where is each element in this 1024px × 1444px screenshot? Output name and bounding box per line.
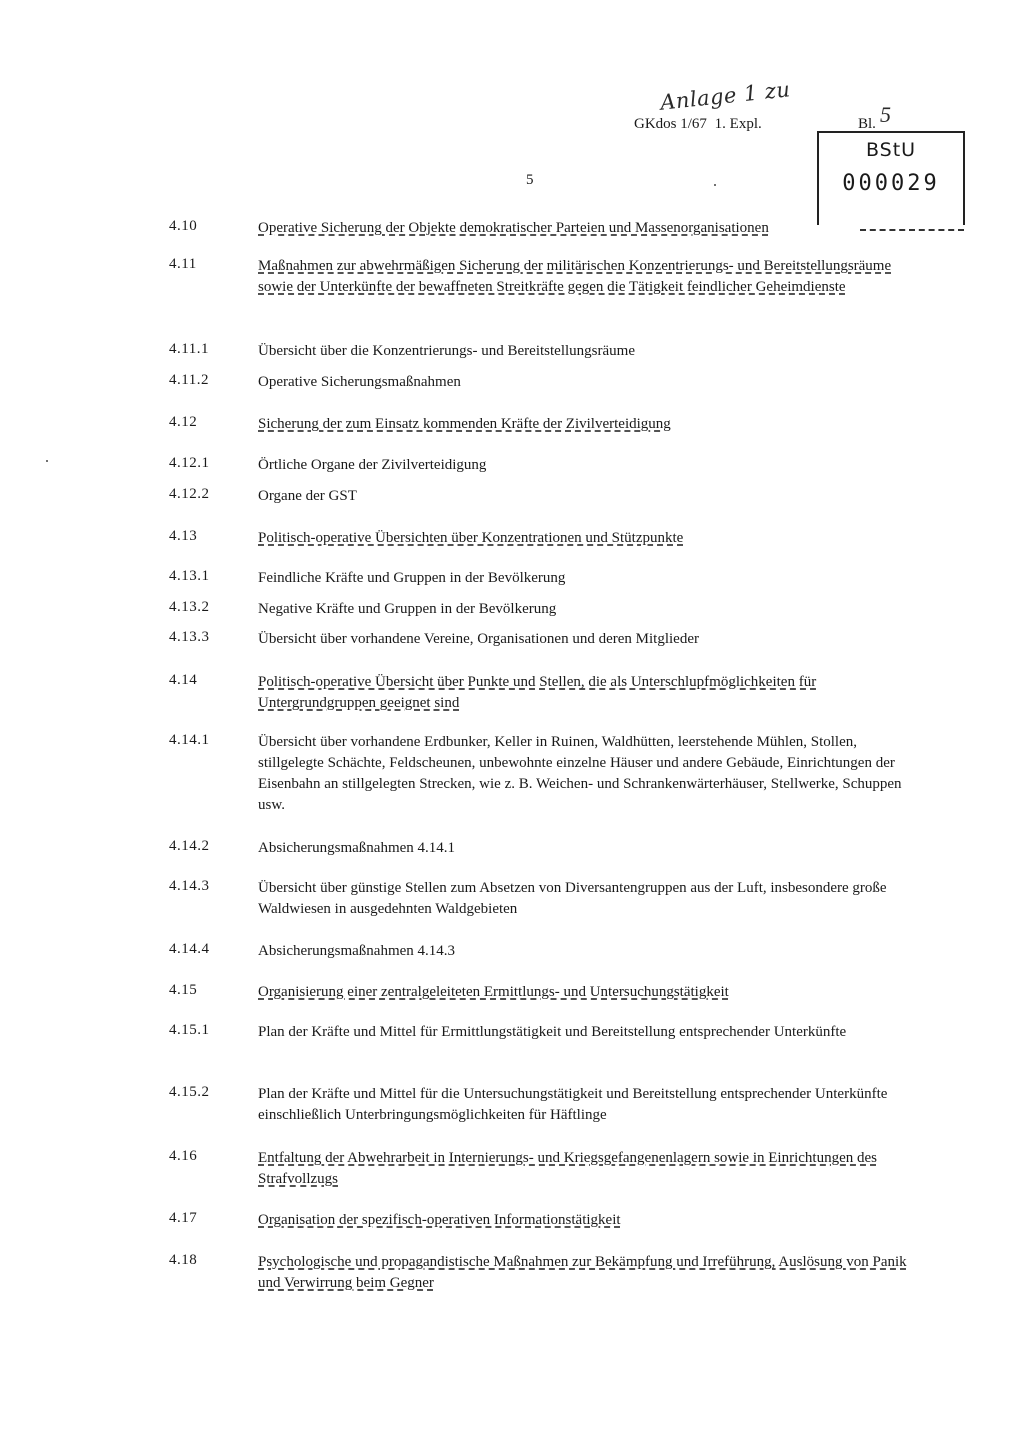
toc-item-text: Negative Kräfte und Gruppen in der Bevölkerung xyxy=(258,601,557,617)
toc-item-number: 4.16 xyxy=(169,1148,198,1164)
toc-item-number: 4.13 xyxy=(169,528,198,544)
stamp-org: BStU xyxy=(865,139,917,161)
reference-code: GKdos 1/67 xyxy=(634,116,707,132)
toc-item-number: 4.12.2 xyxy=(169,486,210,502)
toc-item-number: 4.14.4 xyxy=(169,941,210,957)
page-number: 5 xyxy=(526,172,534,188)
toc-item-text: Örtliche Organe der Zivilverteidigung xyxy=(258,457,487,473)
stray-mark xyxy=(714,184,716,186)
toc-item-text: Feindliche Kräfte und Gruppen in der Bevölkerung xyxy=(258,570,566,586)
sheet-label: Bl. xyxy=(858,116,876,132)
toc-item-number: 4.13.1 xyxy=(169,568,210,584)
toc-heading-text: Politisch-operative Übersicht über Punkte und Stellen, die als Unterschlupfmöglichkeiten für Untergrundgruppen geeignet sind xyxy=(258,674,817,711)
toc-heading-text: Maßnahmen zur abwehrmäßigen Sicherung der militärischen Konzentrierungs- und Bereitstellungsräume sowie der Unterkünfte der bewaffneten Streitkräfte gegen die Tätigkeit feindlicher Geheimdienste xyxy=(258,258,892,295)
toc-item-text: Absicherungsmaßnahmen 4.14.3 xyxy=(258,943,456,959)
document-reference xyxy=(634,116,766,133)
handwritten-annotation: Anlage 1 zu xyxy=(659,77,792,115)
toc-item-number: 4.15.2 xyxy=(169,1084,210,1100)
toc-item-number: 4.12.1 xyxy=(169,455,210,471)
toc-item-text: Übersicht über vorhandene Erdbunker, Keller in Ruinen, Waldhütten, leerstehende Mühlen, Stollen, stillgelegte Schächte, Feldscheunen, unbewohnte einzelne Häuser und andere Gebäude, Einrichtungen der Eisenbahn an stillgelegten Strecken, wie z. B. Weichen- und Schrankenwärterhäuser, Stellwerke, Schuppen usw. xyxy=(258,734,902,813)
toc-item-number: 4.11.1 xyxy=(169,341,209,357)
toc-item-text: Operative Sicherungsmaßnahmen xyxy=(258,374,461,390)
toc-heading-text: Sicherung der zum Einsatz kommenden Kräfte der Zivilverteidigung xyxy=(258,416,671,432)
toc-item-text: Übersicht über vorhandene Vereine, Organisationen und deren Mitglieder xyxy=(258,631,699,647)
archive-stamp xyxy=(817,131,965,225)
toc-item-number: 4.13.3 xyxy=(169,629,210,645)
toc-item-number: 4.13.2 xyxy=(169,599,210,615)
toc-heading-text: Politisch-operative Übersichten über Konzentrationen und Stützpunkte xyxy=(258,530,684,546)
toc-item-number: 4.11 xyxy=(169,256,197,272)
sheet-number: 5 xyxy=(880,102,891,127)
copy-number: 1. Expl. xyxy=(714,116,762,132)
toc-item-number: 4.14.3 xyxy=(169,878,210,894)
toc-heading-text: Organisierung einer zentralgeleiteten Ermittlungs- und Untersuchungstätigkeit xyxy=(258,984,729,1000)
toc-heading-text: Psychologische und propagandistische Maßnahmen zur Bekämpfung und Irreführung, Auslösung von Panik und Verwirrung beim Gegner xyxy=(258,1254,907,1291)
toc-item-number: 4.14.2 xyxy=(169,838,210,854)
toc-item-text: Absicherungsmaßnahmen 4.14.1 xyxy=(258,840,456,856)
toc-item-number: 4.11.2 xyxy=(169,372,209,388)
stamp-number: 000029 xyxy=(842,171,940,196)
toc-item-number: 4.14.1 xyxy=(169,732,210,748)
toc-item-number: 4.17 xyxy=(169,1210,198,1226)
toc-item-text: Plan der Kräfte und Mittel für die Untersuchungstätigkeit und Bereitstellung entsprechender Unterkünfte einschließlich Unterbringungsmöglichkeiten für Häftlinge xyxy=(258,1086,888,1123)
toc-item-text: Organe der GST xyxy=(258,488,357,504)
toc-heading-text: Organisation der spezifisch-operativen Informationstätigkeit xyxy=(258,1212,621,1228)
toc-item-number: 4.18 xyxy=(169,1252,198,1268)
toc-item-text: Übersicht über günstige Stellen zum Absetzen von Diversantengruppen aus der Luft, insbesondere große Waldwiesen in ausgedehnten Waldgebieten xyxy=(258,880,887,917)
toc-item-number: 4.15.1 xyxy=(169,1022,210,1038)
toc-heading-text: Operative Sicherung der Objekte demokratischer Parteien und Massenorganisationen xyxy=(258,220,769,236)
toc-item-number: 4.14 xyxy=(169,672,198,688)
toc-item-number: 4.12 xyxy=(169,414,198,430)
toc-item-number: 4.15 xyxy=(169,982,198,998)
toc-heading-text: Entfaltung der Abwehrarbeit in Internierungs- und Kriegsgefangenenlagern sowie in Einrichtungen des Strafvollzugs xyxy=(258,1150,877,1187)
toc-item-text: Plan der Kräfte und Mittel für Ermittlungstätigkeit und Bereitstellung entsprechender Unterkünfte xyxy=(258,1024,847,1040)
toc-item-text: Übersicht über die Konzentrierungs- und Bereitstellungsräume xyxy=(258,343,635,359)
stray-mark xyxy=(46,460,48,462)
toc-item-number: 4.10 xyxy=(169,218,198,234)
